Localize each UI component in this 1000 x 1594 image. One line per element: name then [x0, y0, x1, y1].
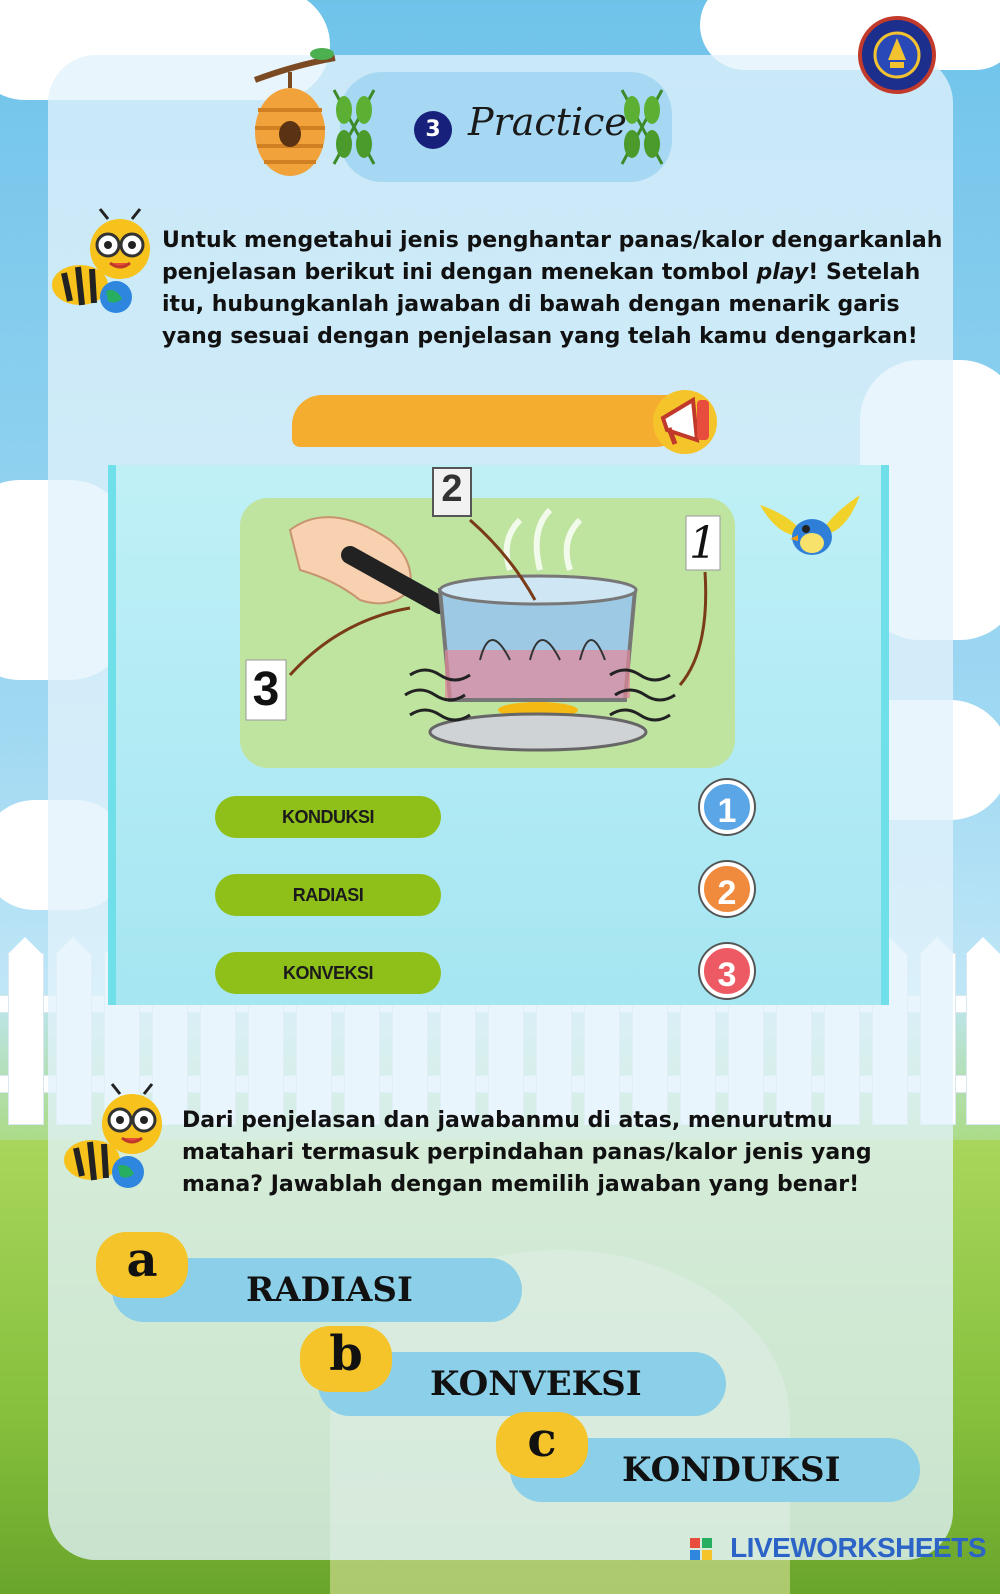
number-3[interactable]: 3 [700, 944, 754, 998]
step-number-badge: 3 [414, 111, 452, 149]
diagram-label-1: 1 [689, 518, 717, 569]
instruction-text: Untuk mengetahui jenis penghantar panas/kalor dengarkanlah penjelasan berikut ini dengan menekan tombol play! Setelah itu, hubungkanlah jawaban di bawah dengan menarik garis yang sesuai dengan penjelasan yang telah kamu dengarkan! [162, 228, 943, 349]
answer-label: KONVEKSI [430, 1364, 642, 1404]
answer-label: RADIASI [246, 1270, 413, 1310]
diagram-label-3: 3 [252, 663, 280, 716]
term-konveksi[interactable]: KONVEKSI [215, 952, 441, 994]
bee-mascot-icon [62, 1082, 172, 1197]
page-title: Practice [468, 100, 627, 144]
liveworksheets-logo-icon [690, 1538, 712, 1560]
audio-play-bar[interactable] [292, 395, 682, 447]
bee-mascot-icon [50, 207, 160, 322]
number-2[interactable]: 2 [700, 862, 754, 916]
leaf-icon [326, 82, 382, 172]
answer-letter-a: a [96, 1232, 188, 1298]
answer-label: KONDUKSI [622, 1450, 841, 1490]
question-text: Dari penjelasan dan jawabanmu di atas, menurutmu matahari termasuk perpindahan panas/kalor jenis yang mana? Jawablah dengan memilih jawaban yang benar! [182, 1108, 872, 1197]
term-radiasi[interactable]: RADIASI [215, 874, 441, 916]
bird-icon [750, 485, 870, 575]
pan-on-stove-illustration [240, 460, 735, 770]
diagram-label-2: 2 [441, 468, 463, 510]
megaphone-play-icon[interactable] [645, 378, 735, 458]
term-konduksi[interactable]: KONDUKSI [215, 796, 441, 838]
number-1[interactable]: 1 [700, 780, 754, 834]
university-logo [858, 16, 936, 94]
play-emphasis: play [756, 260, 809, 285]
answer-letter-b: b [300, 1326, 392, 1392]
answer-letter-c: c [496, 1412, 588, 1478]
watermark: LIVEWORKSHEETS [730, 1532, 986, 1563]
